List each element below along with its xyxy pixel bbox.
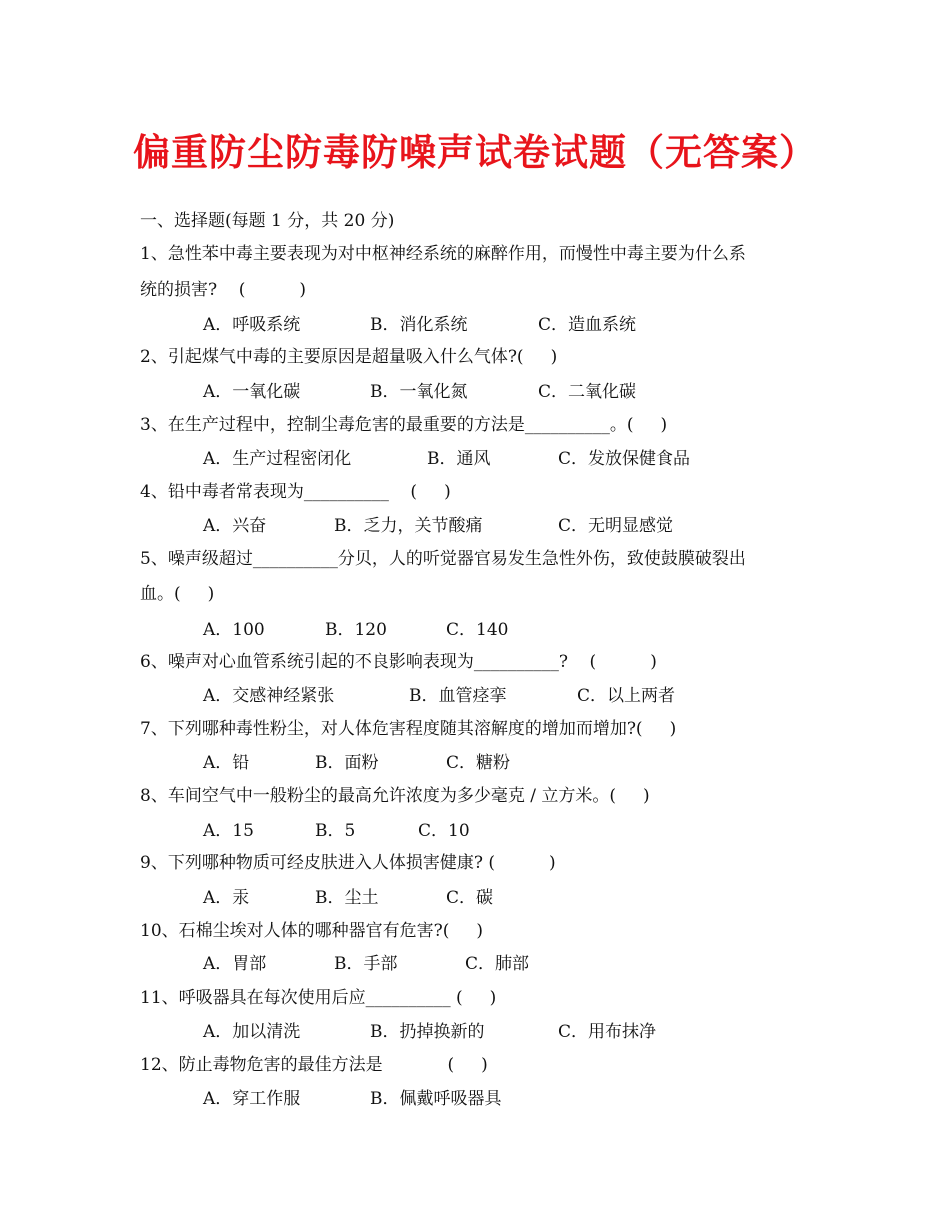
question-4-text: 4、铅中毒者常表现为__________ ( ) [140, 482, 451, 502]
question-3-text: 3、在生产过程中，控制尘毒危害的最重要的方法是__________。( ) [140, 415, 668, 435]
question-11-text: 11、呼吸器具在每次使用后应__________ ( ) [140, 988, 497, 1008]
option-b: B．面粉 [315, 753, 379, 773]
option-a: A．兴奋 [203, 516, 267, 536]
question-1-text-cont: 统的损害? ( ) [140, 280, 307, 300]
option-a: A．胃部 [203, 954, 267, 974]
question-4-options [0, 515, 950, 625]
option-a: A．铅 [203, 753, 250, 773]
question-9-text: 9、下列哪种物质可经皮肤进入人体损害健康? ( ) [140, 853, 556, 873]
question-7-text: 7、下列哪种毒性粉尘，对人体危害程度随其溶解度的增加而增加?( ) [140, 719, 677, 739]
option-b: B．血管痉挛 [409, 686, 507, 706]
question-12-text: 12、防止毒物危害的最佳方法是 ( ) [140, 1055, 488, 1075]
section-heading: 一、选择题(每题 1 分，共 20 分) [140, 211, 395, 231]
option-a: A．汞 [203, 888, 250, 908]
option-b: B．扔掉换新的 [370, 1022, 485, 1042]
option-c: C．发放保健食品 [558, 449, 691, 469]
option-a: A．100 [203, 620, 265, 640]
question-2-text: 2、引起煤气中毒的主要原因是超量吸入什么气体?( ) [140, 347, 558, 367]
option-a: A．呼吸系统 [203, 315, 301, 335]
option-a: A．交感神经紧张 [203, 686, 335, 706]
question-6-text: 6、噪声对心血管系统引起的不良影响表现为__________? ( ) [140, 652, 657, 672]
option-a: A．15 [203, 821, 254, 841]
option-c: C．用布抹净 [558, 1022, 657, 1042]
option-b: B．5 [315, 821, 356, 841]
option-b: B．尘土 [315, 888, 379, 908]
option-b: B．消化系统 [370, 315, 468, 335]
question-10-text: 10、石棉尘埃对人体的哪种器官有危害?( ) [140, 921, 484, 941]
question-5-text-cont: 血。( ) [140, 584, 215, 604]
option-c: C．140 [446, 620, 509, 640]
option-c: C．10 [418, 821, 470, 841]
option-c: C．二氧化碳 [538, 382, 637, 402]
option-a: A．一氧化碳 [203, 382, 301, 402]
option-c: C．无明显感觉 [558, 516, 674, 536]
question-8-text: 8、车间空气中一般粉尘的最高允许浓度为多少毫克 / 立方米。( ) [140, 786, 650, 806]
option-b: B．乏力，关节酸痛 [334, 516, 483, 536]
question-1-text: 1、急性苯中毒主要表现为对中枢神经系统的麻醉作用，而慢性中毒主要为什么系 [140, 244, 746, 264]
option-a: A．生产过程密闭化 [203, 449, 352, 469]
option-b: B．120 [325, 620, 387, 640]
option-a: A．加以清洗 [203, 1022, 301, 1042]
option-c: C．碳 [446, 888, 494, 908]
option-b: B．手部 [334, 954, 398, 974]
page-title: 偏重防尘防毒防噪声试卷试题（无答案） [133, 131, 817, 174]
option-b: B．通风 [427, 449, 491, 469]
option-b: B．佩戴呼吸器具 [370, 1089, 502, 1109]
option-c: C．以上两者 [577, 686, 676, 706]
question-12-options [0, 1088, 950, 1176]
option-c: C．肺部 [465, 954, 530, 974]
option-b: B．一氧化氮 [370, 382, 468, 402]
option-c: C．造血系统 [538, 315, 637, 335]
option-c: C．糖粉 [446, 753, 511, 773]
option-a: A．穿工作服 [203, 1089, 301, 1109]
question-5-text: 5、噪声级超过__________分贝，人的听觉器官易发生急性外伤，致使鼓膜破裂出 [140, 549, 746, 569]
